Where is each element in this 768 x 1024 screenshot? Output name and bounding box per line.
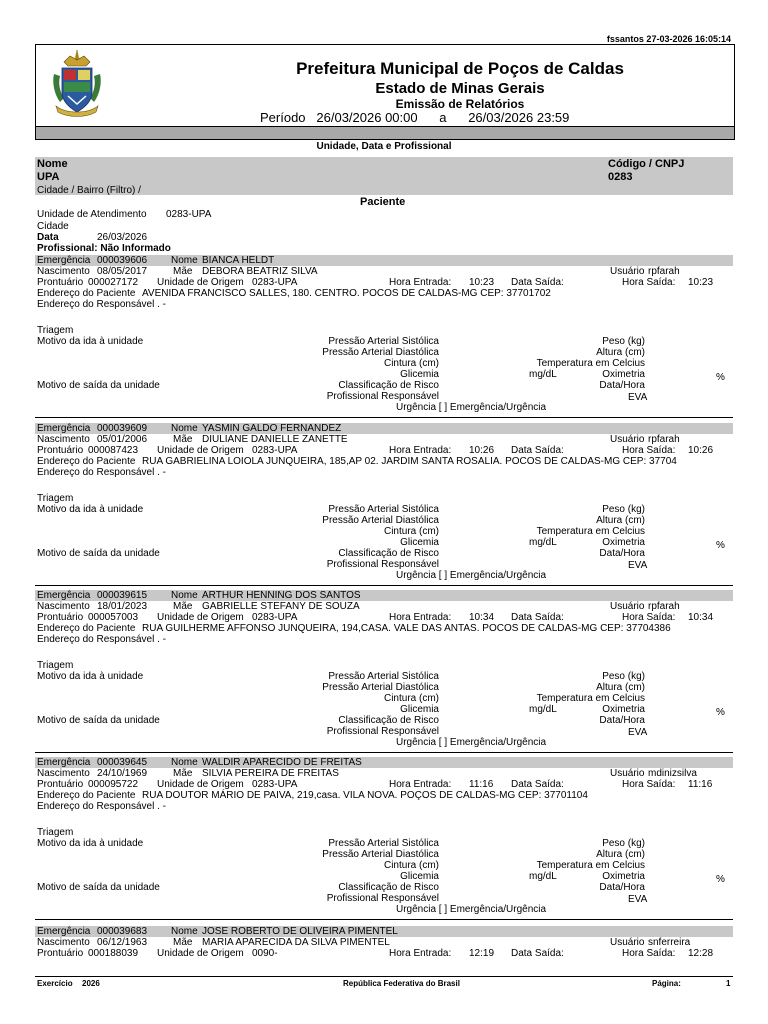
- temperatura-label: Temperatura em Celcius: [536, 860, 645, 871]
- prontuario-label: Prontuário: [37, 612, 84, 623]
- pad-label: Pressão Arterial Diastólica: [322, 347, 439, 358]
- data-value: 26/03/2026: [97, 232, 148, 243]
- prontuario-value: 000027172: [88, 277, 139, 288]
- record-separator: [35, 585, 733, 586]
- glicemia-label: Glicemia: [400, 369, 439, 380]
- datahora-label: Data/Hora: [599, 715, 645, 726]
- mae-value: GABRIELLE STEFANY DE SOUZA: [202, 601, 360, 612]
- codigo-label: Código / CNPJ: [608, 158, 685, 170]
- hora-saida-value: 12:28: [688, 948, 714, 959]
- glicemia-label: Glicemia: [400, 871, 439, 882]
- section-subtitle: Unidade, Data e Profissional: [316, 141, 452, 152]
- usuario-value: rpfarah: [648, 601, 680, 612]
- endereco-paciente-label: Endereço do Paciente: [37, 456, 136, 467]
- nascimento-label: Nascimento: [37, 768, 90, 779]
- oximetria-label: Oximetria: [602, 369, 645, 380]
- eva-label: EVA: [628, 392, 648, 403]
- motivo-ida-label: Motivo da ida à unidade: [37, 838, 144, 849]
- nascimento-value: 06/12/1963: [97, 937, 148, 948]
- nascimento-label: Nascimento: [37, 434, 90, 445]
- prontuario-label: Prontuário: [37, 779, 84, 790]
- cintura-label: Cintura (cm): [383, 860, 439, 871]
- emergencia-number: 000039645: [97, 757, 148, 768]
- motivo-saida-label: Motivo de saída da unidade: [37, 380, 160, 391]
- emergencia-label: Emergência: [37, 255, 91, 266]
- glicemia-label: Glicemia: [400, 537, 439, 548]
- eva-label: EVA: [628, 560, 648, 571]
- cidade-label: Cidade: [37, 221, 69, 232]
- peso-label: Peso (kg): [602, 671, 645, 682]
- exercicio-label: Exercício: [37, 979, 73, 988]
- temperatura-label: Temperatura em Celcius: [536, 693, 645, 704]
- hora-entrada-label: Hora Entrada:: [389, 445, 452, 456]
- nome-label: Nome: [171, 926, 198, 937]
- urgencia-label: Urgência [ ] Emergência/Urgência: [396, 570, 547, 581]
- endereco-paciente-value: AVENIDA FRANCISCO SALLES, 180. CENTRO. POCOS DE CALDAS-MG CEP: 37701702: [142, 288, 551, 299]
- report-title: Prefeitura Municipal de Poços de Caldas: [296, 59, 624, 78]
- hora-saida-label: Hora Saída:: [622, 277, 676, 288]
- altura-label: Altura (cm): [596, 347, 645, 358]
- cintura-label: Cintura (cm): [383, 526, 439, 537]
- classificacao-label: Classificação de Risco: [338, 715, 439, 726]
- emergencia-number: 000039609: [97, 423, 148, 434]
- emergencia-number: 000039615: [97, 590, 148, 601]
- state-name: Estado de Minas Gerais: [375, 80, 545, 97]
- motivo-ida-label: Motivo da ida à unidade: [37, 336, 144, 347]
- endereco-paciente-label: Endereço do Paciente: [37, 288, 136, 299]
- endereco-paciente-value: RUA GABRIELINA LOIOLA JUNQUEIRA, 185,AP 02. JARDIM SANTA ROSALIA. POCOS DE CALDAS-MG CEP: 37704: [142, 456, 677, 467]
- endereco-paciente-value: RUA DOUTOR MÁRIO DE PAIVA, 219,casa. VILA NOVA. POÇOS DE CALDAS-MG CEP: 37701104: [142, 790, 588, 801]
- period-start: 26/03/2026 00:00: [316, 110, 418, 125]
- datahora-label: Data/Hora: [599, 548, 645, 559]
- usuario-label: Usuário: [610, 768, 645, 779]
- paciente-label: Paciente: [360, 196, 406, 208]
- mgdl-label: mg/dL: [529, 704, 557, 715]
- usuario-value: rpfarah: [648, 266, 680, 277]
- unidade-origem-value: 0090-: [252, 948, 278, 959]
- record-separator: [35, 919, 733, 920]
- pad-label: Pressão Arterial Diastólica: [322, 682, 439, 693]
- prontuario-value: 000095722: [88, 779, 139, 790]
- temperatura-label: Temperatura em Celcius: [536, 526, 645, 537]
- hora-entrada-label: Hora Entrada:: [389, 948, 452, 959]
- triagem-label: Triagem: [37, 493, 74, 504]
- mae-value: MARIA APARECIDA DA SILVA PIMENTEL: [202, 937, 390, 948]
- urgencia-label: Urgência [ ] Emergência/Urgência: [396, 737, 547, 748]
- unidade-origem-label: Unidade de Origem: [157, 779, 244, 790]
- profissional-responsavel-label: Profissional Responsável: [326, 391, 439, 402]
- percent-label: %: [716, 874, 725, 885]
- hora-saida-label: Hora Saída:: [622, 779, 676, 790]
- glicemia-label: Glicemia: [400, 704, 439, 715]
- cidade-filter: Cidade / Bairro (Filtro) /: [37, 185, 141, 196]
- emergencia-number: 000039683: [97, 926, 148, 937]
- usuario-label: Usuário: [610, 434, 645, 445]
- header-band: [35, 126, 735, 140]
- unidade-origem-label: Unidade de Origem: [157, 612, 244, 623]
- data-saida-label: Data Saída:: [511, 445, 564, 456]
- data-saida-label: Data Saída:: [511, 948, 564, 959]
- nome-label: Nome: [171, 590, 198, 601]
- prontuario-value: 000188039: [88, 948, 139, 959]
- nascimento-label: Nascimento: [37, 266, 90, 277]
- cintura-label: Cintura (cm): [383, 693, 439, 704]
- endereco-responsavel-label: Endereço do Responsável . -: [37, 467, 166, 478]
- patient-name: YASMIN GALDO FERNANDEZ: [202, 423, 342, 434]
- classificacao-label: Classificação de Risco: [338, 882, 439, 893]
- unidade-atendimento-label: Unidade de Atendimento: [37, 209, 147, 220]
- emergencia-label: Emergência: [37, 423, 91, 434]
- patient-name: ARTHUR HENNING DOS SANTOS: [202, 590, 361, 601]
- unidade-origem-label: Unidade de Origem: [157, 948, 244, 959]
- nascimento-label: Nascimento: [37, 601, 90, 612]
- unidade-origem-value: 0283-UPA: [252, 445, 298, 456]
- hora-saida-value: 11:16: [688, 779, 713, 790]
- patient-name: JOSE ROBERTO DE OLIVEIRA PIMENTEL: [202, 926, 398, 937]
- patient-name: BIANCA HELDT: [202, 255, 275, 266]
- motivo-ida-label: Motivo da ida à unidade: [37, 671, 144, 682]
- nome-label: Nome: [171, 757, 198, 768]
- period-label: Período: [260, 110, 306, 125]
- report-subtitle: Emissão de Relatórios: [395, 97, 525, 111]
- mae-value: DEBORA BEATRIZ SILVA: [202, 266, 318, 277]
- hora-entrada-label: Hora Entrada:: [389, 612, 452, 623]
- endereco-paciente-label: Endereço do Paciente: [37, 623, 136, 634]
- record-separator: [35, 417, 733, 418]
- hora-entrada-value: 10:34: [469, 612, 495, 623]
- pad-label: Pressão Arterial Diastólica: [322, 515, 439, 526]
- emergencia-label: Emergência: [37, 926, 91, 937]
- hora-entrada-label: Hora Entrada:: [389, 779, 452, 790]
- datahora-label: Data/Hora: [599, 380, 645, 391]
- mae-label: Mãe: [173, 768, 193, 779]
- pagina-value: 1: [726, 979, 731, 988]
- classificacao-label: Classificação de Risco: [338, 380, 439, 391]
- peso-label: Peso (kg): [602, 504, 645, 515]
- altura-label: Altura (cm): [596, 849, 645, 860]
- nascimento-value: 05/01/2006: [97, 434, 148, 445]
- oximetria-label: Oximetria: [602, 537, 645, 548]
- coat-of-arms-icon: [50, 48, 104, 122]
- hora-saida-label: Hora Saída:: [622, 445, 676, 456]
- patient-name: WALDIR APARECIDO DE FREITAS: [202, 757, 362, 768]
- hora-entrada-value: 10:26: [469, 445, 495, 456]
- mae-value: SILVIA PEREIRA DE FREITAS: [202, 768, 339, 779]
- motivo-saida-label: Motivo de saída da unidade: [37, 548, 160, 559]
- emergencia-label: Emergência: [37, 757, 91, 768]
- usuario-label: Usuário: [610, 266, 645, 277]
- emergencia-label: Emergência: [37, 590, 91, 601]
- usuario-label: Usuário: [610, 601, 645, 612]
- usuario-value: mdinizsilva: [648, 768, 697, 779]
- data-saida-label: Data Saída:: [511, 612, 564, 623]
- endereco-responsavel-label: Endereço do Responsável . -: [37, 634, 166, 645]
- emergencia-number: 000039606: [97, 255, 148, 266]
- prontuario-value: 000057003: [88, 612, 139, 623]
- data-label: Data: [37, 232, 59, 243]
- motivo-ida-label: Motivo da ida à unidade: [37, 504, 144, 515]
- endereco-paciente-label: Endereço do Paciente: [37, 790, 136, 801]
- profissional-responsavel-label: Profissional Responsável: [326, 893, 439, 904]
- profissional-responsavel-label: Profissional Responsável: [326, 726, 439, 737]
- pas-label: Pressão Arterial Sistólica: [328, 504, 439, 515]
- oximetria-label: Oximetria: [602, 871, 645, 882]
- hora-saida-value: 10:26: [688, 445, 714, 456]
- pas-label: Pressão Arterial Sistólica: [328, 838, 439, 849]
- prontuario-value: 000087423: [88, 445, 139, 456]
- mgdl-label: mg/dL: [529, 537, 557, 548]
- percent-label: %: [716, 540, 725, 551]
- footer-rule: [35, 976, 733, 977]
- nascimento-value: 08/05/2017: [97, 266, 148, 277]
- period-separator: a: [439, 110, 447, 125]
- datahora-label: Data/Hora: [599, 882, 645, 893]
- nome-label: Nome: [171, 423, 198, 434]
- endereco-paciente-value: RUA GUILHERME AFFONSO JUNQUEIRA, 194,CASA. VALE DAS ANTAS. POCOS DE CALDAS-MG CEP: 37704386: [142, 623, 671, 634]
- hora-saida-label: Hora Saída:: [622, 612, 676, 623]
- unidade-origem-label: Unidade de Origem: [157, 277, 244, 288]
- percent-label: %: [716, 372, 725, 383]
- pas-label: Pressão Arterial Sistólica: [328, 671, 439, 682]
- motivo-saida-label: Motivo de saída da unidade: [37, 715, 160, 726]
- nascimento-value: 24/10/1969: [97, 768, 148, 779]
- profissional-responsavel-label: Profissional Responsável: [326, 559, 439, 570]
- mae-label: Mãe: [173, 266, 193, 277]
- urgencia-label: Urgência [ ] Emergência/Urgência: [396, 904, 547, 915]
- hora-entrada-label: Hora Entrada:: [389, 277, 452, 288]
- percent-label: %: [716, 707, 725, 718]
- data-saida-label: Data Saída:: [511, 779, 564, 790]
- codigo-value: 0283: [608, 171, 633, 183]
- prontuario-label: Prontuário: [37, 948, 84, 959]
- hora-saida-value: 10:34: [688, 612, 714, 623]
- mgdl-label: mg/dL: [529, 871, 557, 882]
- pad-label: Pressão Arterial Diastólica: [322, 849, 439, 860]
- endereco-responsavel-label: Endereço do Responsável . -: [37, 801, 166, 812]
- hora-saida-value: 10:23: [688, 277, 714, 288]
- peso-label: Peso (kg): [602, 336, 645, 347]
- period-line: [260, 110, 569, 125]
- triagem-label: Triagem: [37, 325, 74, 336]
- hora-entrada-value: 11:16: [469, 779, 494, 790]
- profissional-label: Profissional: Não Informado: [37, 243, 171, 254]
- data-saida-label: Data Saída:: [511, 277, 564, 288]
- unidade-atendimento-value: 0283-UPA: [166, 209, 212, 220]
- period-end: 26/03/2026 23:59: [468, 110, 570, 125]
- hora-entrada-value: 10:23: [469, 277, 495, 288]
- mgdl-label: mg/dL: [529, 369, 557, 380]
- endereco-responsavel-label: Endereço do Responsável . -: [37, 299, 166, 310]
- classificacao-label: Classificação de Risco: [338, 548, 439, 559]
- usuario-value: snferreira: [648, 937, 691, 948]
- altura-label: Altura (cm): [596, 515, 645, 526]
- usuario-label: Usuário: [610, 937, 645, 948]
- mae-label: Mãe: [173, 937, 193, 948]
- unidade-origem-label: Unidade de Origem: [157, 445, 244, 456]
- pas-label: Pressão Arterial Sistólica: [328, 336, 439, 347]
- peso-label: Peso (kg): [602, 838, 645, 849]
- prontuario-label: Prontuário: [37, 277, 84, 288]
- unidade-origem-value: 0283-UPA: [252, 779, 298, 790]
- nome-value: UPA: [37, 171, 60, 183]
- mae-label: Mãe: [173, 601, 193, 612]
- print-stamp: fssantos 27-03-2026 16:05:14: [606, 34, 731, 44]
- temperatura-label: Temperatura em Celcius: [536, 358, 645, 369]
- record-separator: [35, 752, 733, 753]
- unidade-origem-value: 0283-UPA: [252, 612, 298, 623]
- hora-entrada-value: 12:19: [469, 948, 495, 959]
- urgencia-label: Urgência [ ] Emergência/Urgência: [396, 402, 547, 413]
- altura-label: Altura (cm): [596, 682, 645, 693]
- nascimento-value: 18/01/2023: [97, 601, 148, 612]
- hora-saida-label: Hora Saída:: [622, 948, 676, 959]
- usuario-value: rpfarah: [648, 434, 680, 445]
- pagina-label: Página:: [652, 979, 681, 988]
- nascimento-label: Nascimento: [37, 937, 90, 948]
- prontuario-label: Prontuário: [37, 445, 84, 456]
- exercicio-value: 2026: [82, 979, 100, 988]
- mae-label: Mãe: [173, 434, 193, 445]
- triagem-label: Triagem: [37, 660, 74, 671]
- unidade-origem-value: 0283-UPA: [252, 277, 298, 288]
- eva-label: EVA: [628, 894, 648, 905]
- cintura-label: Cintura (cm): [383, 358, 439, 369]
- nome-label: Nome: [171, 255, 198, 266]
- republica-text: República Federativa do Brasil: [343, 979, 460, 988]
- mae-value: DIULIANE DANIELLE ZANETTE: [202, 434, 348, 445]
- eva-label: EVA: [628, 727, 648, 738]
- triagem-label: Triagem: [37, 827, 74, 838]
- nome-label: Nome: [37, 158, 68, 170]
- oximetria-label: Oximetria: [602, 704, 645, 715]
- motivo-saida-label: Motivo de saída da unidade: [37, 882, 160, 893]
